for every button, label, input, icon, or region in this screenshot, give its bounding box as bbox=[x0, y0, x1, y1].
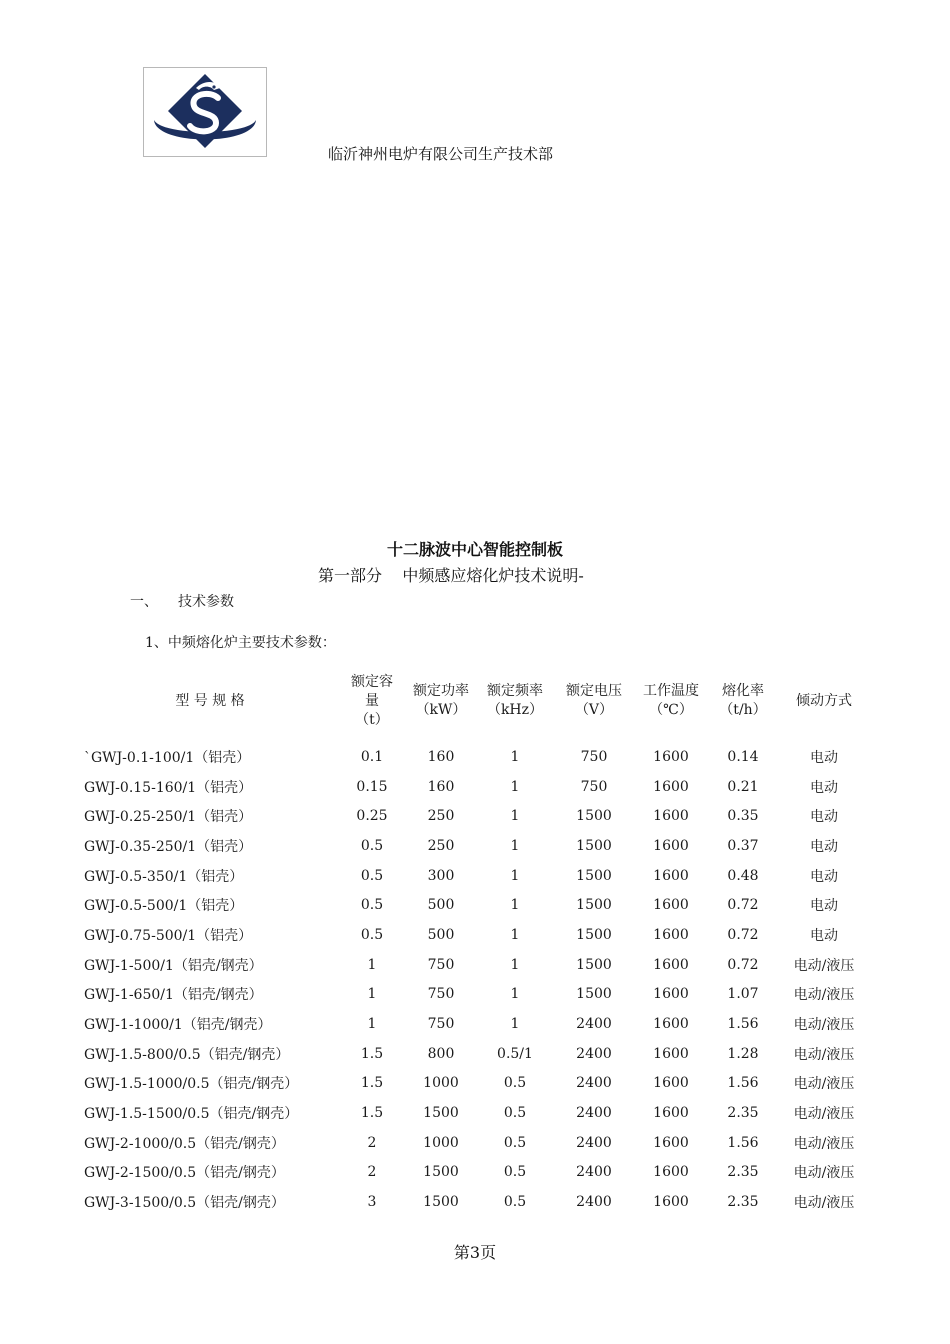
cell-tilting-method: 电动 bbox=[810, 779, 838, 796]
cell-capacity: 2 bbox=[367, 1164, 377, 1181]
cell-capacity: 1.5 bbox=[360, 1105, 384, 1122]
cell-tilting-method: 电动 bbox=[810, 838, 838, 855]
column-header-working-temperature bbox=[636, 660, 706, 742]
cell-capacity: 1 bbox=[367, 1016, 377, 1033]
cell-rated-power: 160 bbox=[427, 748, 455, 765]
table-row bbox=[80, 742, 868, 772]
cell-rated-frequency: 1 bbox=[510, 986, 520, 1003]
column-header-line: 额定电压 bbox=[566, 683, 622, 699]
column-header-rated-voltage bbox=[552, 660, 636, 742]
cell-capacity: 0.5 bbox=[360, 867, 384, 884]
cell-capacity: 0.25 bbox=[356, 808, 388, 825]
cell-melting-rate: 1.28 bbox=[727, 1045, 759, 1062]
cell-working-temperature: 1600 bbox=[653, 1194, 689, 1211]
column-header-line: 工作温度 bbox=[643, 683, 699, 699]
cell-rated-voltage: 1500 bbox=[576, 897, 612, 914]
cell-rated-frequency: 1 bbox=[510, 748, 520, 765]
cell-model-spec: GWJ-1.5-1000/0.5（铝壳/钢壳） bbox=[84, 1076, 299, 1093]
column-header-line: 熔化率 bbox=[722, 683, 764, 699]
table-header-row bbox=[80, 660, 868, 742]
cell-rated-power: 1500 bbox=[423, 1164, 459, 1181]
cell-tilting-method: 电动/液压 bbox=[793, 1135, 855, 1152]
cell-rated-power: 500 bbox=[427, 926, 455, 943]
table-row bbox=[80, 1069, 868, 1099]
cell-rated-power: 1000 bbox=[423, 1075, 459, 1092]
cell-working-temperature: 1600 bbox=[653, 1016, 689, 1033]
cell-rated-frequency: 1 bbox=[510, 837, 520, 854]
cell-rated-power: 1500 bbox=[423, 1105, 459, 1122]
table-body bbox=[80, 742, 868, 1217]
cell-melting-rate: 2.35 bbox=[727, 1164, 759, 1181]
cell-rated-frequency: 0.5 bbox=[503, 1194, 527, 1211]
cell-tilting-method: 电动/液压 bbox=[793, 987, 855, 1004]
cell-working-temperature: 1600 bbox=[653, 867, 689, 884]
table-row bbox=[80, 861, 868, 891]
cell-rated-frequency: 1 bbox=[510, 926, 520, 943]
column-header-line: 量 bbox=[365, 692, 379, 709]
subsection-heading: 1、中频熔化炉主要技术参数： bbox=[145, 635, 336, 651]
cell-capacity: 0.15 bbox=[356, 778, 388, 795]
cell-tilting-method: 电动/液压 bbox=[793, 1076, 855, 1093]
cell-rated-frequency: 1 bbox=[510, 897, 520, 914]
cell-rated-voltage: 750 bbox=[580, 778, 608, 795]
cell-rated-voltage: 1500 bbox=[576, 867, 612, 884]
furnace-spec-table bbox=[80, 660, 868, 1217]
cell-capacity: 3 bbox=[367, 1194, 377, 1211]
column-header-line: 倾动方式 bbox=[796, 692, 852, 709]
cell-tilting-method: 电动 bbox=[810, 898, 838, 915]
page-number: 第3页 bbox=[453, 1243, 497, 1262]
cell-model-spec: GWJ-3-1500/0.5（铝壳/钢壳） bbox=[84, 1195, 285, 1212]
cell-rated-frequency: 0.5/1 bbox=[497, 1045, 533, 1062]
cell-rated-power: 300 bbox=[427, 867, 455, 884]
cell-working-temperature: 1600 bbox=[653, 1075, 689, 1092]
cell-rated-power: 800 bbox=[427, 1045, 455, 1062]
table-row bbox=[80, 801, 868, 831]
cell-model-spec: `GWJ-0.1-100/1（铝壳） bbox=[84, 749, 251, 766]
table-row bbox=[80, 950, 868, 980]
cell-melting-rate: 1.56 bbox=[727, 1134, 759, 1151]
column-header-capacity bbox=[340, 660, 404, 742]
cell-working-temperature: 1600 bbox=[653, 926, 689, 943]
table-row bbox=[80, 920, 868, 950]
cell-working-temperature: 1600 bbox=[653, 778, 689, 795]
cell-melting-rate: 0.14 bbox=[727, 748, 759, 765]
column-header-line: （kHz） bbox=[486, 702, 544, 718]
table-row bbox=[80, 1128, 868, 1158]
column-header-line: （t） bbox=[355, 711, 389, 728]
dragon-s-logo-icon bbox=[144, 68, 266, 156]
cell-capacity: 0.1 bbox=[360, 748, 384, 765]
cell-model-spec: GWJ-0.5-350/1（铝壳） bbox=[84, 868, 244, 885]
cell-model-spec: GWJ-2-1000/0.5（铝壳/钢壳） bbox=[84, 1135, 285, 1152]
cell-working-temperature: 1600 bbox=[653, 897, 689, 914]
column-header-line: （℃） bbox=[649, 702, 693, 718]
cell-capacity: 2 bbox=[367, 1134, 377, 1151]
column-header-line: 型 号 规 格 bbox=[175, 692, 245, 709]
table-row bbox=[80, 890, 868, 920]
section-number: 一、 bbox=[130, 594, 158, 610]
column-header-line: 额定容 bbox=[351, 673, 393, 690]
document-title: 十二脉波中心智能控制板 bbox=[386, 540, 563, 559]
cell-model-spec: GWJ-1.5-800/0.5（铝壳/钢壳） bbox=[84, 1046, 290, 1063]
table-row bbox=[80, 1039, 868, 1069]
cell-model-spec: GWJ-2-1500/0.5（铝壳/钢壳） bbox=[84, 1165, 285, 1182]
cell-rated-power: 1000 bbox=[423, 1134, 459, 1151]
cell-rated-power: 250 bbox=[427, 808, 455, 825]
cell-rated-voltage: 1500 bbox=[576, 956, 612, 973]
cell-rated-voltage: 2400 bbox=[576, 1105, 612, 1122]
cell-tilting-method: 电动 bbox=[810, 809, 838, 826]
cell-melting-rate: 2.35 bbox=[727, 1105, 759, 1122]
cell-working-temperature: 1600 bbox=[653, 1105, 689, 1122]
cell-rated-power: 1500 bbox=[423, 1194, 459, 1211]
cell-melting-rate: 0.72 bbox=[727, 897, 759, 914]
cell-capacity: 0.5 bbox=[360, 897, 384, 914]
table-row bbox=[80, 980, 868, 1010]
cell-model-spec: GWJ-1.5-1500/0.5（铝壳/钢壳） bbox=[84, 1106, 299, 1123]
cell-rated-frequency: 0.5 bbox=[503, 1134, 527, 1151]
cell-rated-frequency: 1 bbox=[510, 867, 520, 884]
cell-rated-frequency: 0.5 bbox=[503, 1075, 527, 1092]
cell-tilting-method: 电动/液压 bbox=[793, 1017, 855, 1034]
cell-capacity: 1.5 bbox=[360, 1045, 384, 1062]
column-header-line: （t/h） bbox=[719, 702, 767, 718]
cell-melting-rate: 0.35 bbox=[727, 808, 759, 825]
column-header-rated-frequency bbox=[478, 660, 552, 742]
cell-rated-voltage: 2400 bbox=[576, 1134, 612, 1151]
cell-tilting-method: 电动/液压 bbox=[793, 1046, 855, 1063]
cell-tilting-method: 电动 bbox=[810, 868, 838, 885]
column-header-line: （V） bbox=[574, 702, 614, 718]
cell-rated-voltage: 2400 bbox=[576, 1016, 612, 1033]
cell-melting-rate: 1.56 bbox=[727, 1016, 759, 1033]
table-row bbox=[80, 1098, 868, 1128]
cell-model-spec: GWJ-1-1000/1（铝壳/钢壳） bbox=[84, 1017, 272, 1034]
cell-rated-voltage: 1500 bbox=[576, 837, 612, 854]
cell-working-temperature: 1600 bbox=[653, 1045, 689, 1062]
cell-model-spec: GWJ-0.5-500/1（铝壳） bbox=[84, 898, 244, 915]
cell-capacity: 1 bbox=[367, 986, 377, 1003]
cell-melting-rate: 0.72 bbox=[727, 956, 759, 973]
cell-tilting-method: 电动/液压 bbox=[793, 957, 855, 974]
cell-rated-power: 750 bbox=[427, 1016, 455, 1033]
column-header-line: 额定频率 bbox=[487, 683, 543, 699]
cell-rated-voltage: 1500 bbox=[576, 926, 612, 943]
cell-rated-power: 500 bbox=[427, 897, 455, 914]
cell-melting-rate: 1.56 bbox=[727, 1075, 759, 1092]
cell-rated-frequency: 0.5 bbox=[503, 1105, 527, 1122]
column-header-tilting-method bbox=[780, 660, 868, 742]
cell-working-temperature: 1600 bbox=[653, 837, 689, 854]
table-row bbox=[80, 1187, 868, 1217]
cell-rated-voltage: 2400 bbox=[576, 1075, 612, 1092]
company-department-name: 临沂神州电炉有限公司生产技术部 bbox=[328, 145, 554, 163]
section-label: 技术参数 bbox=[178, 594, 234, 610]
cell-working-temperature: 1600 bbox=[653, 808, 689, 825]
cell-rated-voltage: 1500 bbox=[576, 986, 612, 1003]
company-logo bbox=[143, 67, 267, 157]
column-header-line: 额定功率 bbox=[413, 683, 469, 699]
table-row bbox=[80, 1009, 868, 1039]
cell-tilting-method: 电动 bbox=[810, 927, 838, 944]
cell-capacity: 1 bbox=[367, 956, 377, 973]
document-subtitle: 第一部分 中频感应熔化炉技术说明- bbox=[318, 566, 584, 585]
column-header-rated-power bbox=[404, 660, 478, 742]
table-row bbox=[80, 831, 868, 861]
cell-melting-rate: 0.37 bbox=[727, 837, 759, 854]
cell-model-spec: GWJ-1-500/1（铝壳/钢壳） bbox=[84, 957, 263, 974]
cell-melting-rate: 0.21 bbox=[727, 778, 759, 795]
cell-capacity: 1.5 bbox=[360, 1075, 384, 1092]
cell-model-spec: GWJ-1-650/1（铝壳/钢壳） bbox=[84, 987, 263, 1004]
cell-working-temperature: 1600 bbox=[653, 1164, 689, 1181]
cell-melting-rate: 0.72 bbox=[727, 926, 759, 943]
cell-working-temperature: 1600 bbox=[653, 986, 689, 1003]
cell-working-temperature: 1600 bbox=[653, 956, 689, 973]
cell-working-temperature: 1600 bbox=[653, 748, 689, 765]
cell-rated-frequency: 1 bbox=[510, 1016, 520, 1033]
cell-tilting-method: 电动/液压 bbox=[793, 1195, 855, 1212]
cell-tilting-method: 电动/液压 bbox=[793, 1165, 855, 1182]
cell-rated-voltage: 2400 bbox=[576, 1194, 612, 1211]
cell-rated-voltage: 2400 bbox=[576, 1164, 612, 1181]
cell-rated-frequency: 1 bbox=[510, 956, 520, 973]
table-row bbox=[80, 1158, 868, 1188]
cell-working-temperature: 1600 bbox=[653, 1134, 689, 1151]
cell-tilting-method: 电动 bbox=[810, 749, 838, 766]
cell-rated-frequency: 1 bbox=[510, 808, 520, 825]
cell-melting-rate: 2.35 bbox=[727, 1194, 759, 1211]
cell-model-spec: GWJ-0.25-250/1（铝壳） bbox=[84, 809, 253, 826]
cell-melting-rate: 0.48 bbox=[727, 867, 759, 884]
table-row bbox=[80, 772, 868, 802]
cell-tilting-method: 电动/液压 bbox=[793, 1106, 855, 1123]
column-header-melting-rate bbox=[706, 660, 780, 742]
cell-melting-rate: 1.07 bbox=[727, 986, 759, 1003]
cell-rated-power: 750 bbox=[427, 956, 455, 973]
column-header-model-spec bbox=[80, 660, 340, 742]
cell-capacity: 0.5 bbox=[360, 837, 384, 854]
cell-model-spec: GWJ-0.35-250/1（铝壳） bbox=[84, 838, 253, 855]
section-heading bbox=[130, 591, 234, 611]
column-header-line: （kW） bbox=[415, 702, 467, 718]
cell-rated-power: 250 bbox=[427, 837, 455, 854]
cell-model-spec: GWJ-0.15-160/1（铝壳） bbox=[84, 779, 253, 796]
cell-model-spec: GWJ-0.75-500/1（铝壳） bbox=[84, 927, 253, 944]
cell-capacity: 0.5 bbox=[360, 926, 384, 943]
cell-rated-voltage: 1500 bbox=[576, 808, 612, 825]
cell-rated-voltage: 750 bbox=[580, 748, 608, 765]
cell-rated-frequency: 1 bbox=[510, 778, 520, 795]
cell-rated-power: 750 bbox=[427, 986, 455, 1003]
cell-rated-frequency: 0.5 bbox=[503, 1164, 527, 1181]
cell-rated-voltage: 2400 bbox=[576, 1045, 612, 1062]
cell-rated-power: 160 bbox=[427, 778, 455, 795]
